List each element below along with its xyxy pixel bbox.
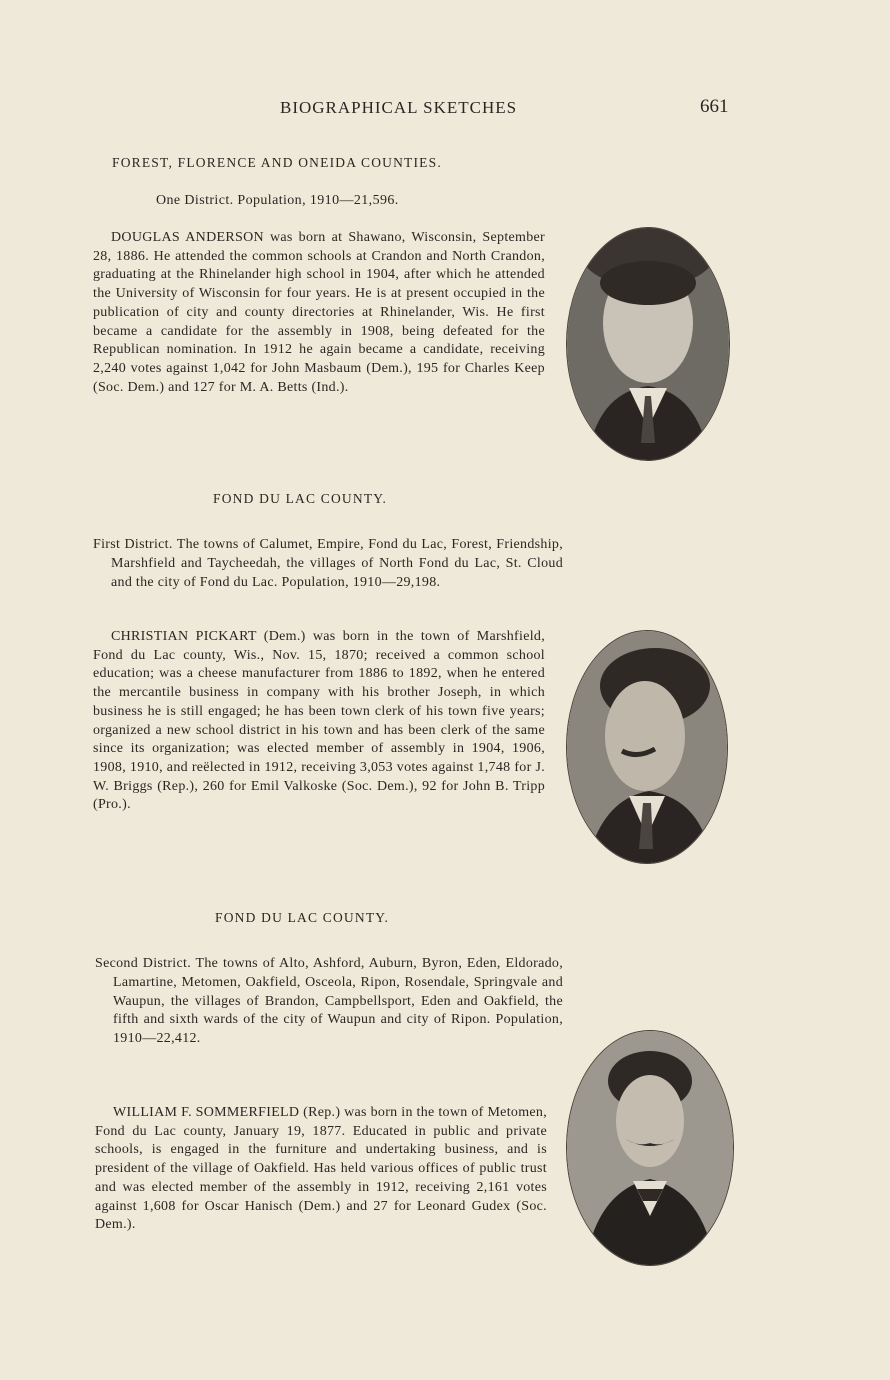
district-line-one-district: One District. Population, 1910—21,596.	[156, 193, 399, 208]
district-second: Second District. The towns of Alto, Ashford, Auburn, Byron, Eden, Eldorado, Lamartine, Metomen, Oakfield, Osceola, Ripon, Rosendale, Springvale and Waupun, the villages of Brandon, Campbellsport, Eden and Oakfield, the fifth and sixth wards of the city of Waupun and city of Ripon. Population, 1910—22,412.	[95, 956, 563, 1047]
bio-douglas-anderson: DOUGLAS ANDERSON was born at Shawano, Wisconsin, September 28, 1886. He attended the common schools at Crandon and North Crandon, graduating at the Rhinelander high school in 1904, after which he attended the University of Wisconsin for four years. He is at present occupied in the publication of city and county directories at Rhinelander, Wis. He first became a candidate for the assembly in 1908, being defeated for the Republican nomination. In 1912 he again became a candidate, receiving 2,240 votes against 1,042 for John Masbaum (Dem.), 195 for Charles Keep (Soc. Dem.) and 127 for M. A. Betts (Ind.).	[93, 230, 545, 395]
running-head: BIOGRAPHICAL SKETCHES	[280, 98, 518, 117]
portrait-christian-pickart	[566, 630, 728, 864]
portrait-douglas-anderson	[566, 227, 730, 461]
section-heading-fond-du-lac-2: FOND DU LAC COUNTY.	[215, 910, 390, 925]
portrait-william-sommerfield	[566, 1030, 734, 1266]
section-heading-fond-du-lac-1: FOND DU LAC COUNTY.	[213, 491, 388, 506]
page-number: 661	[700, 96, 729, 117]
district-first: First District. The towns of Calumet, Empire, Fond du Lac, Forest, Friendship, Marshfield and Taycheedah, the villages of North Fond du Lac, St. Cloud and the city of Fond du Lac. Population, 1910—29,198.	[93, 537, 563, 590]
bio-christian-pickart: CHRISTIAN PICKART (Dem.) was born in the town of Marshfield, Fond du Lac county, Wis., Nov. 15, 1870; received a common school education; was a cheese manufacturer from 1886 to 1892, when he entered the mercantile business in company with his brother Joseph, in which business he is still engaged; he has been town clerk of his town five years; organized a new school district in his town and has been clerk of the same since its organization; was elected member of assembly in 1904, 1906, 1908, 1910, and reëlected in 1912, receiving 3,053 votes against 1,748 for J. W. Briggs (Rep.), 260 for Emil Valkoske (Soc. Dem.), 92 for John B. Tripp (Pro.).	[93, 629, 545, 813]
bio-william-sommerfield: WILLIAM F. SOMMERFIELD (Rep.) was born in the town of Metomen, Fond du Lac county, January 19, 1877. Educated in public and private schools, is engaged in the furniture and undertaking business, and is president of the village of Oakfield. Has held various offices of public trust and was elected member of the assembly in 1912, receiving 2,161 votes against 1,608 for Oscar Hanisch (Dem.) and 27 for Leonard Gudex (Soc. Dem.).	[95, 1105, 547, 1233]
section-heading-forest-florence-oneida: FOREST, FLORENCE AND ONEIDA COUNTIES.	[112, 155, 442, 170]
